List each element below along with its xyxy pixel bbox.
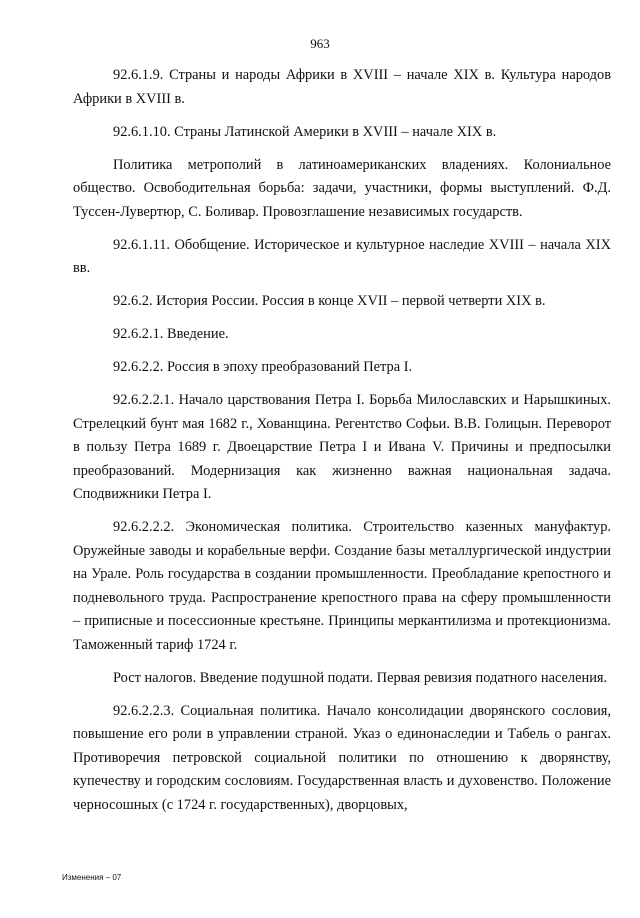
paragraph-generalization: 92.6.1.11. Обобщение. Историческое и культурное наследие XVIII – начала XIX вв. bbox=[73, 236, 611, 276]
footer-revision-note: Изменения – 07 bbox=[62, 873, 122, 882]
paragraph-taxes: Рост налогов. Введение подушной подати. Первая ревизия податного населения. bbox=[113, 669, 608, 686]
paragraph-latin-america-heading: 92.6.1.10. Страны Латинской Америки в XVIII – начале XIX в. bbox=[113, 123, 497, 140]
page-number: 963 bbox=[310, 36, 330, 51]
paragraph-peter-reforms: 92.6.2.2. Россия в эпоху преобразований Петра I. bbox=[113, 359, 413, 375]
paragraph-metropolis-policy: Политика метрополий в латиноамериканских владениях. Колониальное общество. Освободительная борьба: задачи, участники, формы выступлений. Ф.Д. Туссен-Лувертюр, С. Боливар. Провозглашение независимых государств. bbox=[73, 156, 611, 220]
paragraph-peter-reign-start: 92.6.2.2.1. Начало царствования Петра I. Борьба Милославских и Нарышкиных. Стрелецкий бунт мая 1682 г., Хованщина. Регентство Софьи. В.В. Голицын. Переворот в пользу Петра 1689 г. Двоецарствие Петра I и Ивана V. Причины и предпосылки преобразований. Модернизация как жизненно важная национальная задача. Сподвижники Петра I. bbox=[73, 392, 611, 502]
paragraph-social-policy: 92.6.2.2.3. Социальная политика. Начало консолидации дворянского сословия, повышение его роли в управлении страной. Указ о единонаследии и Табель о рангах. Противоречия петровской социальной политики по отношению к дворянству, купечеству и городским сословиям. Государственная власть и духовенство. Положение черносошных (с 1724 г. государственных), дворцовых, bbox=[73, 702, 611, 813]
paragraph-economic-policy: 92.6.2.2.2. Экономическая политика. Строительство казенных мануфактур. Оружейные заводы и корабельные верфи. Создание базы металлургической индустрии на Урале. Роль государства в создании промышленности. Преобладание крепостного и подневольного труда. Распространение крепостного права на сферу промышленности – приписные и посессионные крестьяне. Принципы меркантилизма и протекционизма. Таможенный тариф 1724 г. bbox=[73, 519, 611, 653]
document-body bbox=[73, 64, 611, 827]
paragraph-russia-history: 92.6.2. История России. Россия в конце XVII – первой четверти XIX в. bbox=[113, 293, 546, 309]
paragraph-introduction: 92.6.2.1. Введение. bbox=[113, 326, 229, 342]
paragraph-africa: 92.6.1.9. Страны и народы Африки в XVIII – начале XIX в. Культура народов Африки в XVIII в. bbox=[73, 67, 611, 107]
